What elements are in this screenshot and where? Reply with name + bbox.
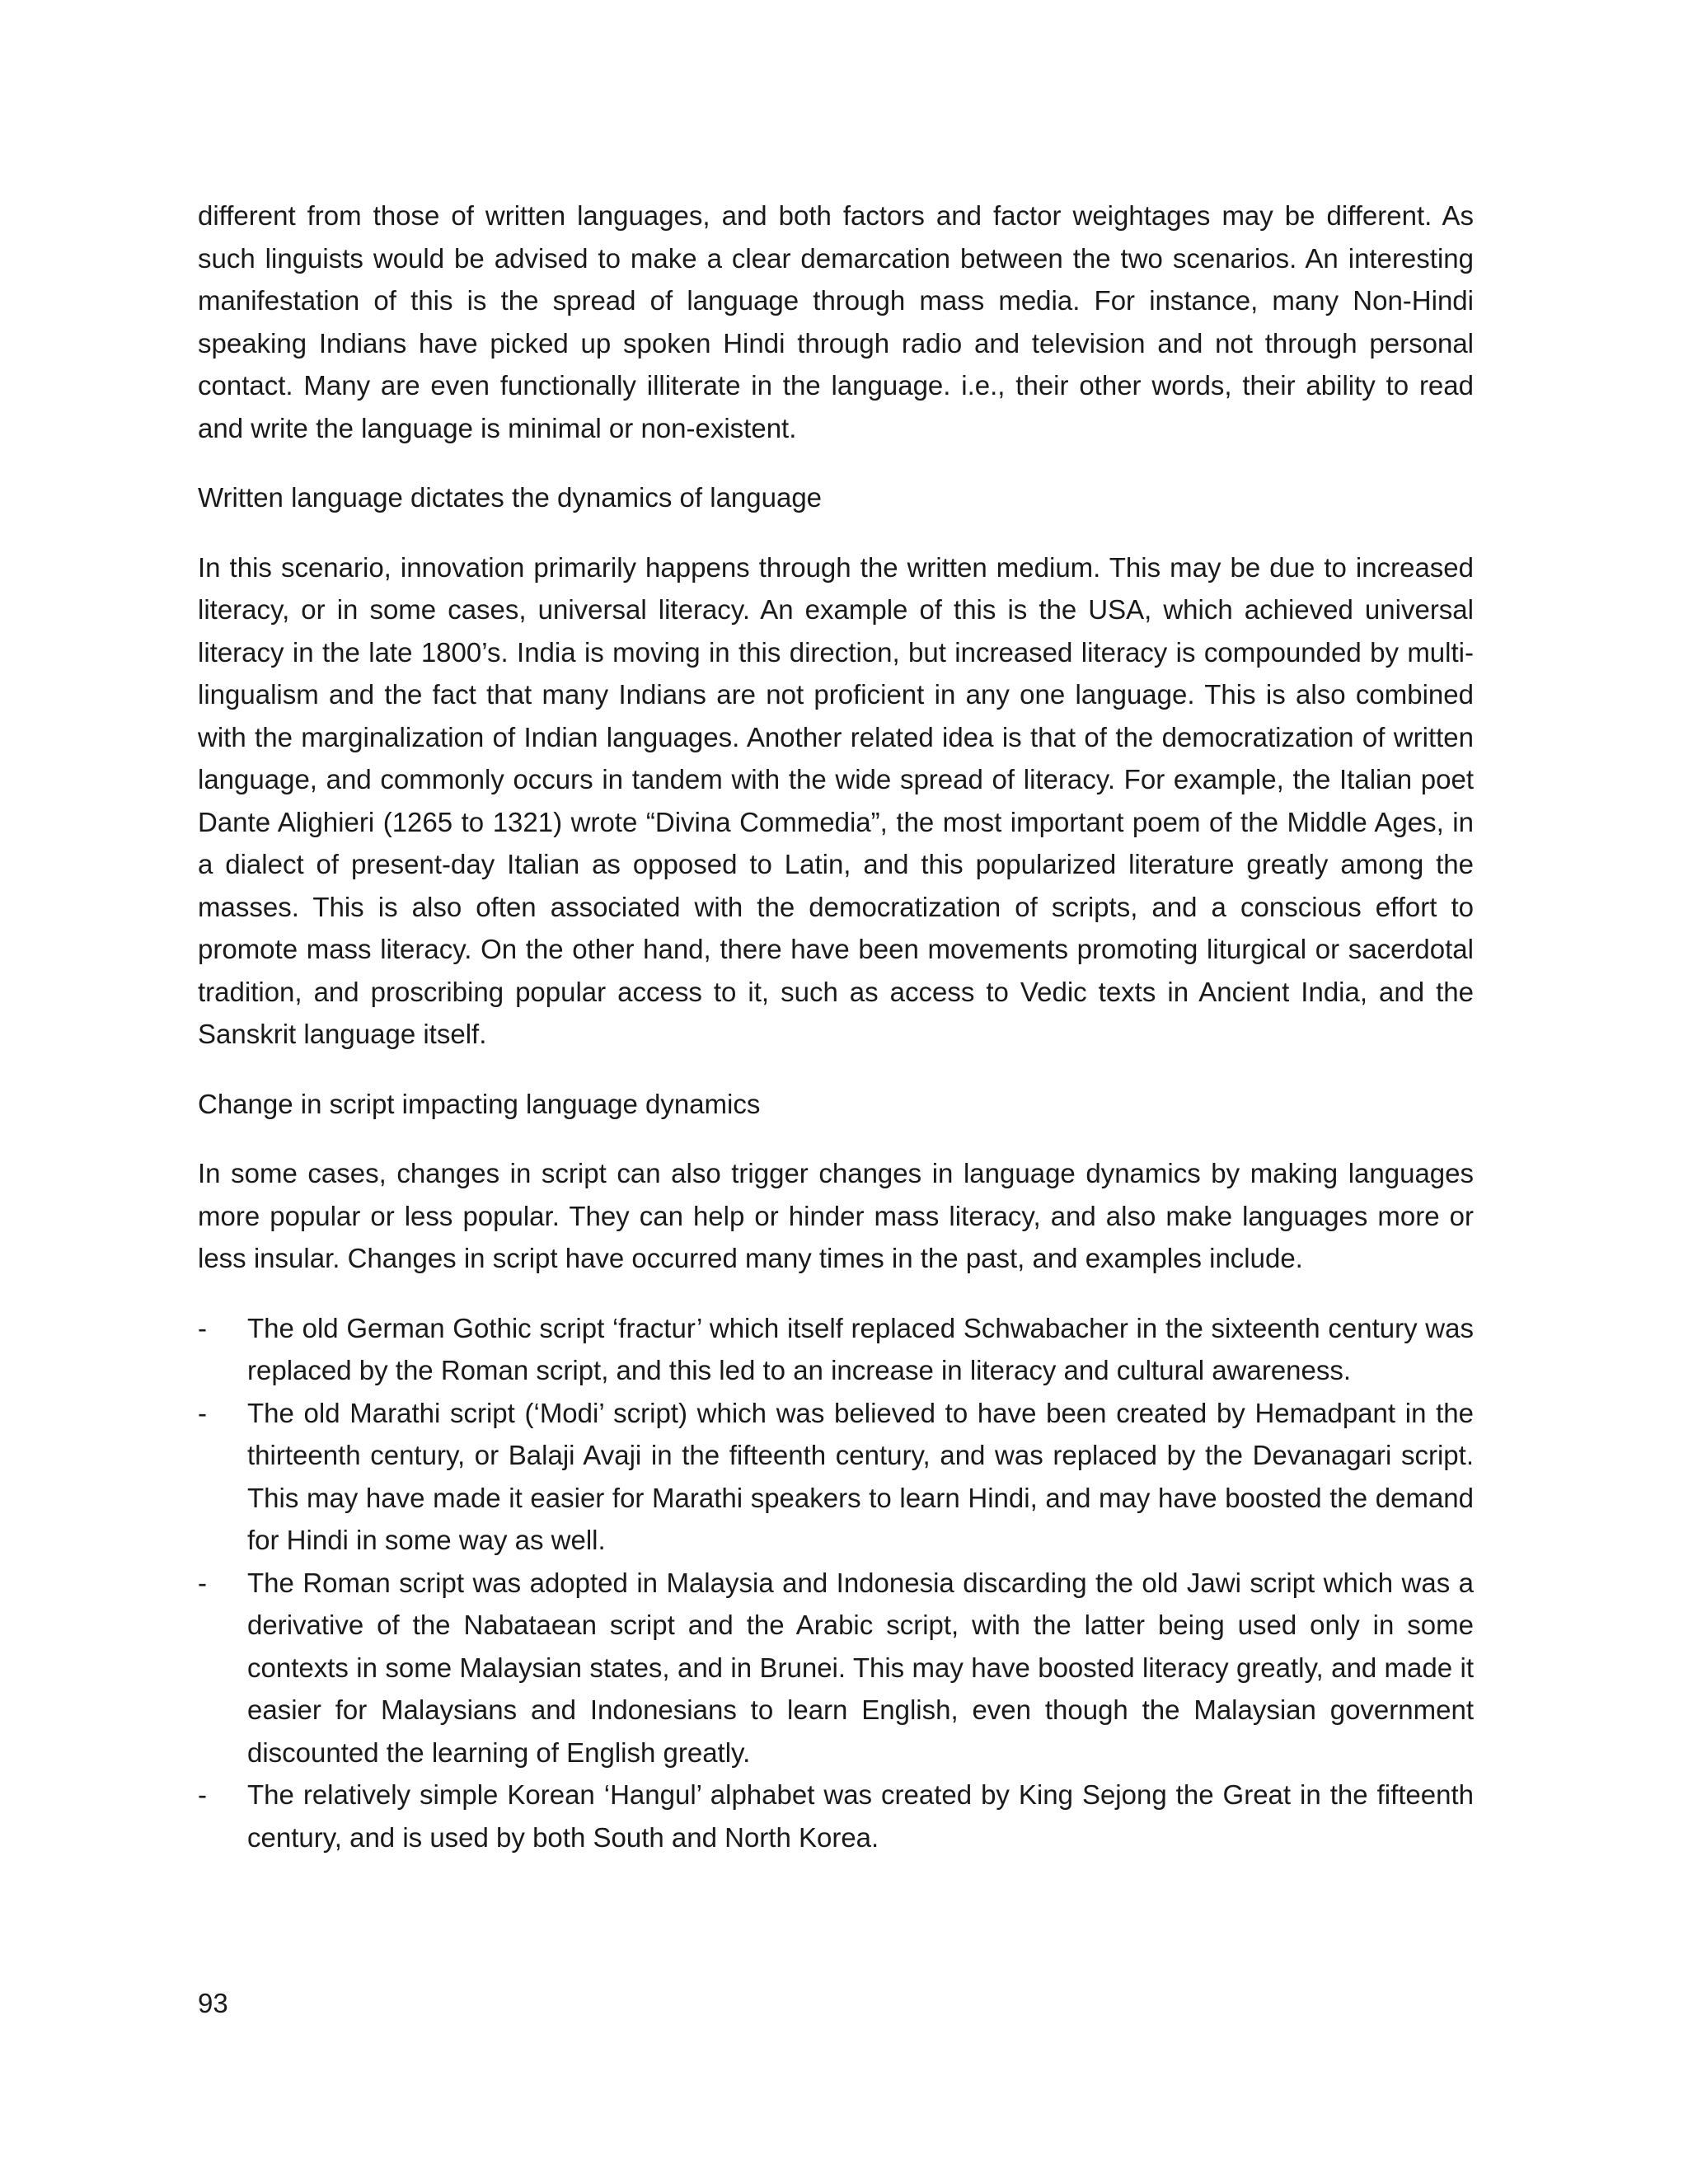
script-examples-list bbox=[198, 1307, 1474, 1859]
list-item-text: The old German Gothic script ‘fractur’ which itself replaced Schwabacher in the sixteenth century was replaced by the Roman script, and this led to an increase in literacy and cultural awareness. bbox=[247, 1312, 1474, 1385]
page-content bbox=[198, 194, 1474, 1858]
paragraph-intro: different from those of written languages, and both factors and factor weightages may be different. As such linguists would be advised to make a clear demarcation between the two scenarios. An interesting manifestation of this is the spread of language through mass media. For instance, many Non-Hindi speaking Indians have picked up spoken Hindi through radio and television and not through personal contact. Many are even functionally illiterate in the language. i.e., their other words, their ability to read and write the language is minimal or non-existent. bbox=[198, 200, 1474, 443]
section-heading-written-language: Written language dictates the dynamics of language bbox=[198, 482, 823, 513]
page-number: 93 bbox=[198, 1988, 228, 2018]
list-item bbox=[198, 1392, 1474, 1562]
bullet-dash: - bbox=[198, 1779, 207, 1810]
paragraph-written-language: In this scenario, innovation primarily happens through the written medium. This may be due to increased literacy, or in some cases, universal literacy. An example of this is the USA, which achieved universal literacy in the late 1800’s. India is moving in this direction, but increased literacy is compounded by multi-lingualism and the fact that many Indians are not proficient in any one language. This is also combined with the marginalization of Indian languages. Another related idea is that of the democratization of written language, and commonly occurs in tandem with the wide spread of literacy. For example, the Italian poet Dante Alighieri (1265 to 1321) wrote “Divina Commedia”, the most important poem of the Middle Ages, in a dialect of present-day Italian as opposed to Latin, and this popularized literature greatly among the masses. This is also often associated with the democratization of scripts, and a conscious effort to promote mass literacy. On the other hand, there have been movements promoting liturgical or sacerdotal tradition, and proscribing popular access to it, such as access to Vedic texts in Ancient India, and the Sanskrit language itself. bbox=[198, 551, 1474, 1049]
list-item bbox=[198, 1562, 1474, 1774]
bullet-dash: - bbox=[198, 1567, 207, 1598]
section-heading-script-change: Change in script impacting language dynamics bbox=[198, 1088, 761, 1119]
list-item-text: The Roman script was adopted in Malaysia and Indonesia discarding the old Jawi script which was a derivative of the Nabataean script and the Arabic script, with the latter being used only in some contexts in some Malaysian states, and in Brunei. This may have boosted literacy greatly, and made it easier for Malaysians and Indonesians to learn English, even though the Malaysian government discounted the learning of English greatly. bbox=[247, 1567, 1474, 1768]
bullet-dash: - bbox=[198, 1397, 207, 1428]
list-item-text: The old Marathi script (‘Modi’ script) which was believed to have been created by Hemadpant in the thirteenth century, or Balaji Avaji in the fifteenth century, and was replaced by the Devanagari script. This may have made it easier for Marathi speakers to learn Hindi, and may have boosted the demand for Hindi in some way as well. bbox=[247, 1397, 1474, 1555]
paragraph-script-change: In some cases, changes in script can also trigger changes in language dynamics by making languages more popular or less popular. They can help or hinder mass literacy, and also make languages more or less insular. Changes in script have occurred many times in the past, and examples include. bbox=[198, 1158, 1474, 1273]
list-item-text: The relatively simple Korean ‘Hangul’ alphabet was created by King Sejong the Great in the fifteenth century, and is used by both South and North Korea. bbox=[247, 1779, 1474, 1853]
bullet-dash: - bbox=[198, 1312, 207, 1343]
list-item bbox=[198, 1774, 1474, 1858]
list-item bbox=[198, 1307, 1474, 1392]
